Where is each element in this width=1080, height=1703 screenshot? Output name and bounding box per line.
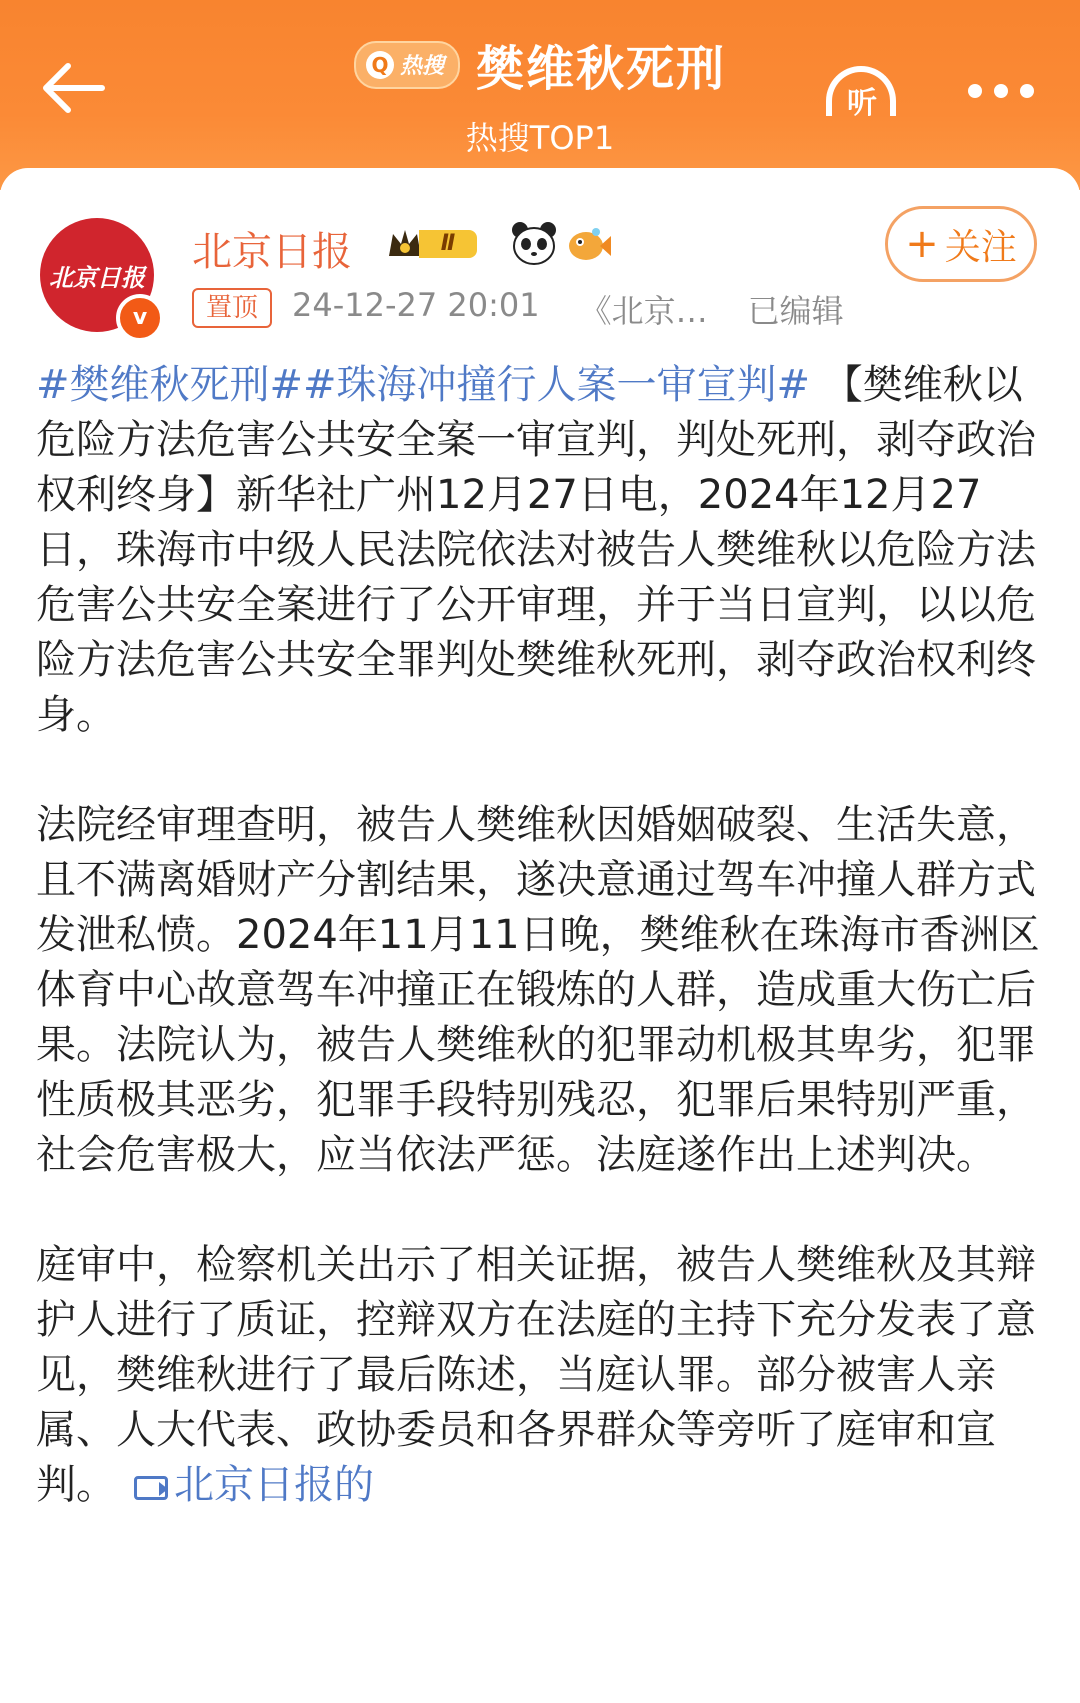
hashtag-link[interactable]: #樊维秋死刑# — [36, 362, 304, 408]
more-options-icon[interactable] — [968, 84, 1034, 98]
panda-badge-icon[interactable] — [510, 220, 558, 266]
page-title: 樊维秋死刑 — [476, 41, 727, 97]
hashtag-link[interactable]: #珠海冲撞行人案一审宣判# — [303, 362, 811, 408]
post-meta — [292, 286, 844, 332]
post-paragraph-2: 法院经审理查明，被告人樊维秋因婚姻破裂、生活失意，且不满离婚财产分割结果，遂决意通过驾车冲撞人群方式发泄私愤。2024年11月11日晚，樊维秋在珠海市香洲区体育中心故意驾车冲撞正在锻炼的人群，造成重大伤亡后果。法院认为，被告人樊维秋的犯罪动机极其卑劣，犯罪性质极其恶劣，犯罪手段特别残忍，犯罪后果特别严重，社会危害极大，应当依法严惩。法庭遂作出上述判决。 — [36, 802, 1040, 1178]
author-name[interactable]: 北京日报 — [192, 229, 352, 275]
edited-label[interactable]: 已编辑 — [747, 292, 844, 330]
search-icon: Q — [366, 51, 394, 79]
member-level-badge[interactable]: Ⅱ — [385, 224, 485, 264]
hot-search-badge: Q 热搜 — [354, 41, 460, 89]
post-card — [0, 168, 1080, 1703]
pinned-badge: 置顶 — [192, 288, 272, 328]
top-bar — [0, 0, 1080, 190]
video-link[interactable]: 北京日报的 — [174, 1462, 374, 1508]
post-timestamp: 24-12-27 20:01 — [292, 286, 540, 324]
video-icon — [134, 1476, 168, 1500]
post-source[interactable]: 《北京… — [579, 292, 708, 330]
avatar[interactable]: 北京日报 — [40, 218, 154, 332]
title-block — [0, 30, 1080, 159]
listen-button[interactable]: 听 — [826, 66, 904, 124]
post-paragraph-1: #樊维秋死刑##珠海冲撞行人案一审宣判# 【樊维秋以危险方法危害公共安全案一审宣判，判处死刑，剥夺政治权利终身】新华社广州12月27日电，2024年12月27日，珠海市中级人民法院依法对被告人樊维秋以危险方法危害公共安全案进行了公开审理，并于当日宣判，以以危险方法危害公共安全罪判处樊维秋死刑，剥夺政治权利终身。 — [36, 362, 1036, 738]
post-paragraph-3: 庭审中，检察机关出示了相关证据，被告人樊维秋及其辩护人进行了质证，控辩双方在法庭的主持下充分发表了意见，樊维秋进行了最后陈述，当庭认罪。部分被害人亲属、人大代表、政协委员和各界群众等旁听了庭审和宣判。 北京日报的 — [36, 1242, 1036, 1508]
verified-icon: v — [116, 294, 164, 342]
fish-badge-icon[interactable] — [566, 224, 612, 264]
plus-icon: + — [905, 221, 939, 267]
hot-rank-subtitle: 热搜TOP1 — [465, 119, 615, 157]
post-body — [36, 358, 1046, 1568]
follow-button[interactable]: + 关注 — [885, 206, 1037, 282]
